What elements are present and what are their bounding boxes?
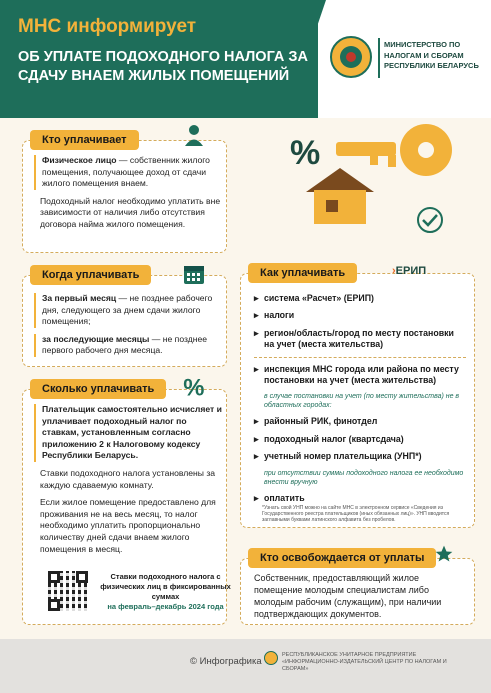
qr-corner	[76, 571, 88, 583]
who-title: Кто уплачивает	[30, 130, 139, 150]
star-icon	[434, 544, 458, 568]
footer	[0, 639, 491, 693]
header	[0, 0, 491, 118]
how-much-title: Сколько уплачивать	[30, 379, 166, 399]
how-pay-list	[254, 293, 466, 510]
how-much-paragraph-3: Если жилое помещение предоставлено для проживания не на весь месяц, то налог необходимо уплатить пропорционально количеству дней сдачи внаем жилого помещения в месяц.	[40, 497, 216, 554]
when-paragraph-1: За первый месяц — не позднее рабочего дня, следующего за днем сдачи жилого помещения;	[34, 293, 222, 328]
percent-sign: %	[290, 134, 321, 172]
how-much-paragraph-2: Ставки подоходного налога установлены за каждую сдаваемую комнату.	[40, 467, 216, 490]
calendar-icon	[182, 262, 206, 286]
when-text	[34, 293, 222, 363]
exempt-title: Кто освобождается от уплаты	[248, 548, 436, 568]
person-icon	[182, 123, 206, 147]
how-pay-item: ▸ система «Расчет» (ЕРИП)	[254, 293, 466, 304]
how-pay-item: ▸ оплатить	[254, 493, 466, 504]
house-icon	[306, 168, 374, 224]
ministry-name: МИНИСТЕРСТВО ПО НАЛОГАМ И СБОРАМ РЕСПУБЛИКИ БЕЛАРУСЬ	[384, 40, 479, 70]
percent-icon	[180, 374, 204, 398]
how-pay-item: ▸ учетный номер плательщика (УНП*)	[254, 451, 466, 462]
qr-corner	[48, 599, 60, 611]
how-pay-note: в случае постановки на учет (по месту жительства) не в областных городах:	[264, 393, 460, 410]
who-paragraph-1: Физическое лицо — собственник жилого помещения, получающее доход от сдачи жилого помещения внаем.	[34, 155, 222, 190]
header-title: МНС информирует	[18, 16, 197, 37]
check-icon	[418, 208, 442, 232]
qr-date: на февраль–декабрь 2024 года	[107, 602, 224, 611]
footer-infographics: © Инфографика	[190, 656, 262, 667]
divider	[378, 38, 380, 78]
how-much-paragraph-1: Плательщик самостоятельно исчисляет и уплачивает подоходный налог по ставкам, установленным согласно приложению 2 к Налоговому кодексу Республики Беларусь.	[34, 404, 222, 462]
how-pay-note: при отсутствии суммы подоходного налога ее необходимо внести вручную	[264, 469, 464, 486]
key-icon	[336, 124, 452, 176]
qr-caption: Ставки подоходного налога с физических лиц в фиксированных суммах на февраль–декабрь 2024 года	[100, 572, 231, 611]
exempt-text: Собственник, предоставляющий жилое помещение молодым специалистам либо молодым рабочим (служащим), при наличии подтверждающих документов.	[254, 573, 442, 619]
how-much-text	[34, 404, 222, 561]
footer-publisher: РЕСПУБЛИКАНСКОЕ УНИТАРНОЕ ПРЕДПРИЯТИЕ «ИНФОРМАЦИОННО-ИЗДАТЕЛЬСКИЙ ЦЕНТР ПО НАЛОГАМ И СБОРАМ»	[282, 652, 447, 672]
who-text	[34, 155, 222, 237]
erip-logo: ›ЕРИП	[392, 265, 427, 277]
publisher-logo-icon	[264, 651, 278, 665]
how-pay-item: ▸ инспекция МНС города или района по месту постановки на учет (места жительства)	[254, 364, 466, 387]
header-subtitle: ОБ УПЛАТЕ ПОДОХОДНОГО НАЛОГА ЗА СДАЧУ ВНАЕМ ЖИЛЫХ ПОМЕЩЕНИЙ	[18, 49, 308, 84]
who-paragraph-2: Подоходный налог необходимо уплатить вне зависимости от наличия либо отсутствия договора найма жилого помещения.	[40, 195, 221, 229]
when-paragraph-2: за последующие месяцы — не позднее первого рабочего дня месяца.	[34, 334, 222, 357]
how-pay-item: ▸ подоходный налог (квартсдача)	[254, 434, 466, 445]
how-pay-item: ▸ налоги	[254, 310, 466, 321]
ministry-logo-icon	[330, 36, 372, 78]
how-pay-item: ▸ регион/область/город по месту постановки на учет (места жительства)	[254, 328, 466, 358]
qr-corner	[48, 571, 60, 583]
when-title: Когда уплачивать	[30, 265, 151, 285]
svg-text:%: %	[183, 374, 205, 400]
how-pay-item: ▸ районный РИК, финотдел	[254, 416, 466, 427]
how-pay-title: Как уплачивать	[248, 263, 357, 283]
key-house-illustration	[276, 120, 476, 240]
erip-chevron-icon: ›	[392, 265, 396, 277]
how-pay-footnote: *Узнать свой УНП можно на сайте МНС в электронном сервисе «Сведения из Государственного реестра плательщиков (иных обязанных лиц)». УНП вводится заглавными буквами латинского алфавита без пробелов.	[262, 505, 450, 523]
